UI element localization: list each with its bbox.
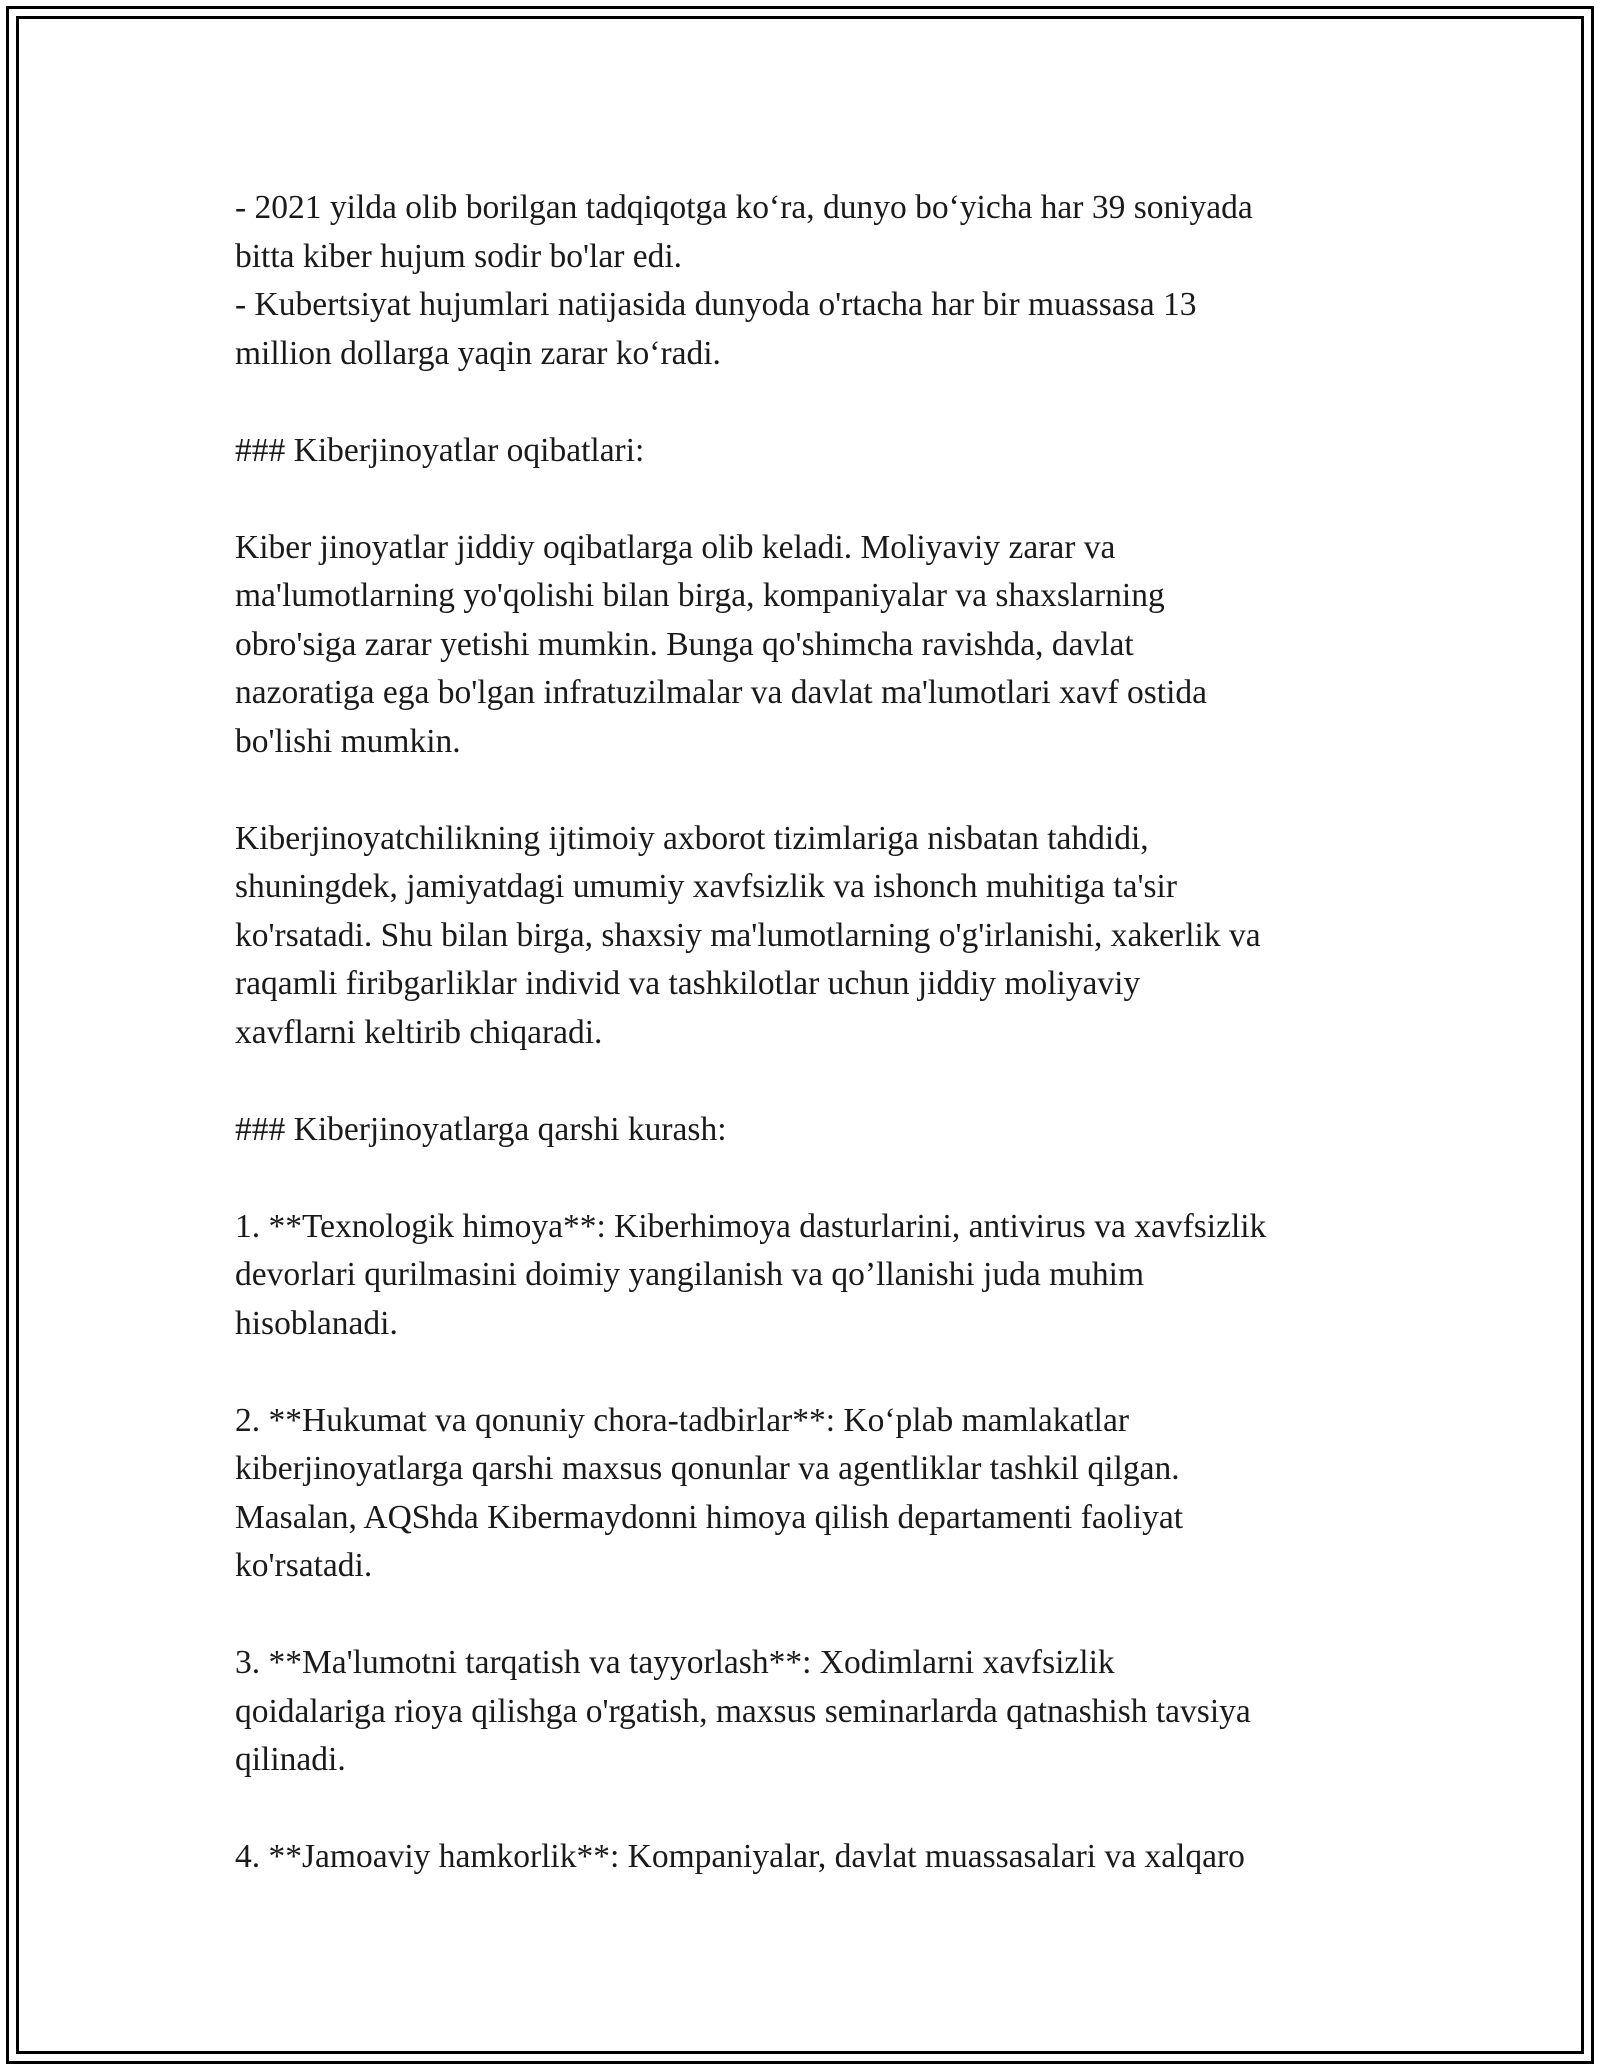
text-line: ma'lumotlarning yo'qolishi bilan birga, kompaniyalar va shaxslarning (235, 577, 1165, 614)
text-line: million dollarga yaqin zarar koʻradi. (235, 334, 721, 372)
paragraph-gap (235, 766, 1395, 815)
paragraph-gap (235, 1348, 1395, 1397)
text-line: 2. **Hukumat va qonuniy chora-tadbirlar**: Koʻplab mamlakatlar (235, 1401, 1129, 1439)
text-line: qoidalariga rioya qilishga o'rgatish, maxsus seminarlarda qatnashish tavsiya (235, 1692, 1251, 1730)
paragraph-gap (235, 1785, 1395, 1834)
paragraph-gap (235, 378, 1395, 427)
heading-fight (235, 1106, 1395, 1155)
list-item-2 (235, 1397, 1395, 1591)
text-line: bitta kiber hujum sodir bo'lar edi. (235, 237, 683, 275)
text-line: shuningdek, jamiyatdagi umumiy xavfsizlik va ishonch muhitiga ta'sir (235, 868, 1178, 905)
text-line: bo'lishi mumkin. (235, 722, 461, 760)
text-line: kiberjinoyatlarga qarshi maxsus qonunlar va agentliklar tashkil qilgan. (235, 1450, 1180, 1487)
text-line: hisoblanadi. (235, 1304, 398, 1342)
text-line: Masalan, AQShda Kibermaydonni himoya qilish departamenti faoliyat (235, 1498, 1184, 1536)
text-line: raqamli firibgarliklar individ va tashkilotlar uchun jiddiy moliyaviy (235, 965, 1141, 1002)
text-line: 1. **Texnologik himoya**: Kiberhimoya dasturlarini, antivirus va xavfsizlik (235, 1207, 1267, 1245)
text-line: ko'rsatadi. (235, 1547, 373, 1584)
text-line: qilinadi. (235, 1741, 346, 1778)
text-line: ko'rsatadi. Shu bilan birga, shaxsiy ma'lumotlarning o'g'irlanishi, xakerlik va (235, 916, 1261, 954)
paragraph-gap (235, 475, 1395, 524)
list-item-4 (235, 1833, 1395, 1882)
list-item-1 (235, 1203, 1395, 1349)
paragraph-gap (235, 1057, 1395, 1106)
consequences-paragraph-1 (235, 524, 1395, 767)
section-heading: ### Kiberjinoyatlarga qarshi kurash: (235, 1110, 727, 1148)
text-line: xavflarni keltirib chiqaradi. (235, 1013, 603, 1051)
list-item-3 (235, 1639, 1395, 1785)
section-heading: ### Kiberjinoyatlar oqibatlari: (235, 431, 645, 469)
consequences-paragraph-2 (235, 815, 1395, 1058)
text-line: 3. **Ma'lumotni tarqatish va tayyorlash**: Xodimlarni xavfsizlik (235, 1644, 1115, 1681)
text-line: nazoratiga ega bo'lgan infratuzilmalar va davlat ma'lumotlari xavf ostida (235, 674, 1208, 711)
stats-paragraph (235, 184, 1395, 378)
text-line: Kiber jinoyatlar jiddiy oqibatlarga olib keladi. Moliyaviy zarar va (235, 528, 1116, 566)
heading-consequences (235, 427, 1395, 476)
text-line: - 2021 yilda olib borilgan tadqiqotga koʻra, dunyo boʻyicha har 39 soniyada (235, 189, 1253, 226)
document-body (235, 184, 1395, 1882)
text-line: Kiberjinoyatchilikning ijtimoiy axborot tizimlariga nisbatan tahdidi, (235, 819, 1149, 857)
paragraph-gap (235, 1154, 1395, 1203)
text-line: 4. **Jamoaviy hamkorlik**: Kompaniyalar, davlat muassasalari va xalqaro (235, 1838, 1245, 1875)
text-line: obro'siga zarar yetishi mumkin. Bunga qo'shimcha ravishda, davlat (235, 625, 1134, 663)
text-line: - Kubertsiyat hujumlari natijasida dunyoda o'rtacha har bir muassasa 13 (235, 286, 1197, 323)
paragraph-gap (235, 1591, 1395, 1640)
text-line: devorlari qurilmasini doimiy yangilanish va qo’llanishi juda muhim (235, 1256, 1145, 1293)
